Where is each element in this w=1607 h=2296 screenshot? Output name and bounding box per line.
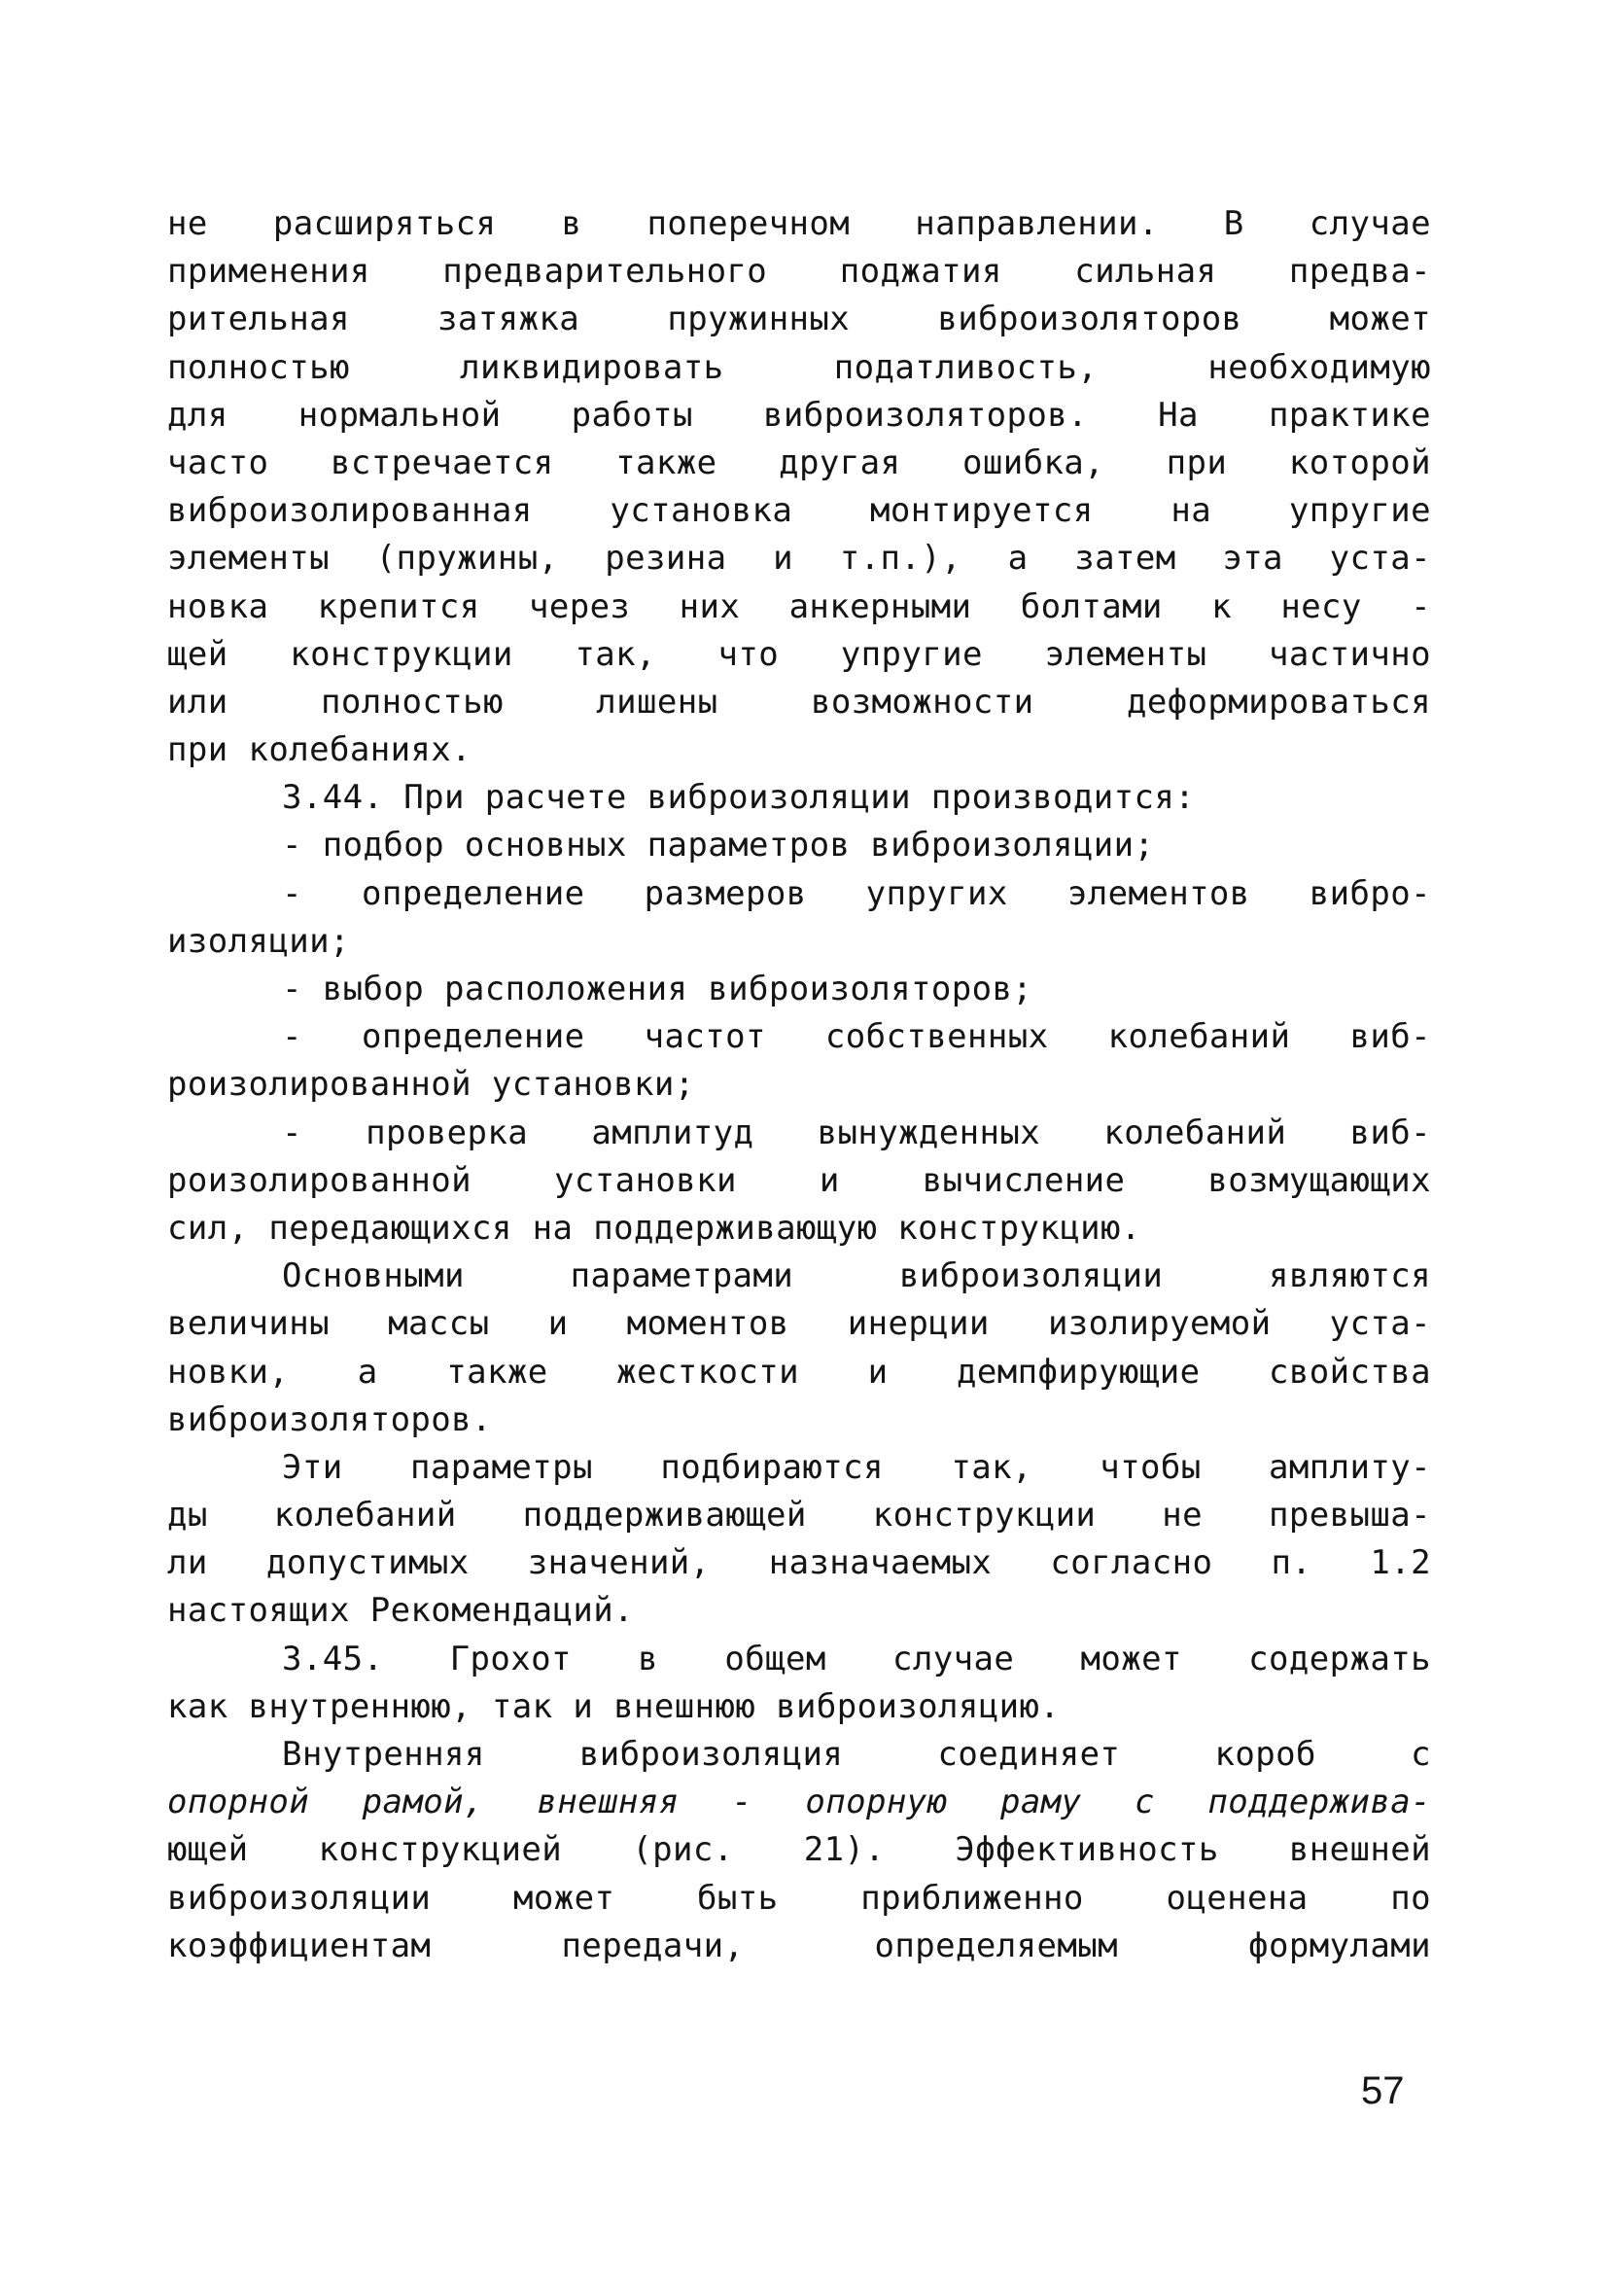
paragraph-start: Внутренняя виброизоляция соединяет короб с: [282, 1735, 1431, 1774]
text-line: новка крепится через них анкерными болтами к несу -: [167, 586, 1431, 626]
section-heading-3-45: 3.45. Грохот в общем случае может содержать: [282, 1639, 1431, 1678]
text-line: величины массы и моментов инерции изолируемой уста-: [167, 1304, 1431, 1344]
text-line: ды колебаний поддерживающей конструкции не превыша-: [167, 1496, 1431, 1536]
text-line: применения предварительного поджатия сильная предва-: [167, 252, 1431, 292]
list-item: - определение размеров упругих элементов вибро-: [282, 873, 1431, 913]
text-line: настоящих Рекомендаций.: [167, 1591, 635, 1631]
text-line: полностью ликвидировать податливость, необходимую: [167, 347, 1431, 387]
text-line: роизолированной установки;: [167, 1065, 695, 1105]
list-item: - подбор основных параметров виброизоляции;: [282, 826, 1155, 865]
paragraph-start: Основными параметрами виброизоляции являются: [282, 1256, 1431, 1296]
text-line: часто встречается также другая ошибка, при которой: [167, 442, 1431, 482]
text-line: или полностью лишены возможности деформироваться: [167, 682, 1431, 722]
text-line: виброизолированная установка монтируется на упругие: [167, 491, 1431, 531]
list-item: - выбор расположения виброизоляторов;: [282, 970, 1033, 1008]
text-line: при колебаниях.: [167, 730, 472, 770]
section-heading-3-44: 3.44. При расчете виброизоляции производится:: [282, 778, 1196, 818]
page-number: 57: [1361, 2069, 1405, 2112]
text-line: опорной рамой, внешняя - опорную раму с поддержива-: [167, 1783, 1431, 1822]
text-line: рительная затяжка пружинных виброизоляторов может: [167, 300, 1431, 339]
list-item: - определение частот собственных колебаний виб-: [282, 1017, 1431, 1057]
text-line: виброизоляторов.: [167, 1399, 492, 1439]
text-line: сил, передающихся на поддерживающую конструкцию.: [167, 1208, 1141, 1248]
text-line: ли допустимых значений, назначаемых согласно п. 1.2: [167, 1543, 1431, 1583]
page-body: [167, 200, 1431, 1970]
paragraph-start: Эти параметры подбираются так, чтобы амплиту-: [282, 1447, 1431, 1487]
text-line: ющей конструкцией (рис. 21). Эффективность внешней: [167, 1830, 1431, 1870]
text-line: роизолированной установки и вычисление возмущающих: [167, 1160, 1431, 1200]
text-line: для нормальной работы виброизоляторов. На практике: [167, 395, 1431, 435]
text-line: коэффициентам передачи, определяемым формулами: [167, 1925, 1431, 1965]
text-line: новки, а также жесткости и демпфирующие свойства: [167, 1352, 1431, 1392]
text-line: не расширяться в поперечном направлении. В случае: [167, 204, 1431, 243]
text-line: элементы (пружины, резина и т.п.), а затем эта уста-: [167, 539, 1431, 579]
text-line: виброизоляции может быть приближенно оценена по: [167, 1878, 1431, 1918]
list-item: - проверка амплитуд вынужденных колебаний виб-: [282, 1113, 1431, 1152]
text-line: как внутреннюю, так и внешнюю виброизоляцию.: [167, 1686, 1061, 1726]
text-line: изоляции;: [167, 921, 350, 961]
text-line: щей конструкции так, что упругие элементы частично: [167, 634, 1431, 674]
